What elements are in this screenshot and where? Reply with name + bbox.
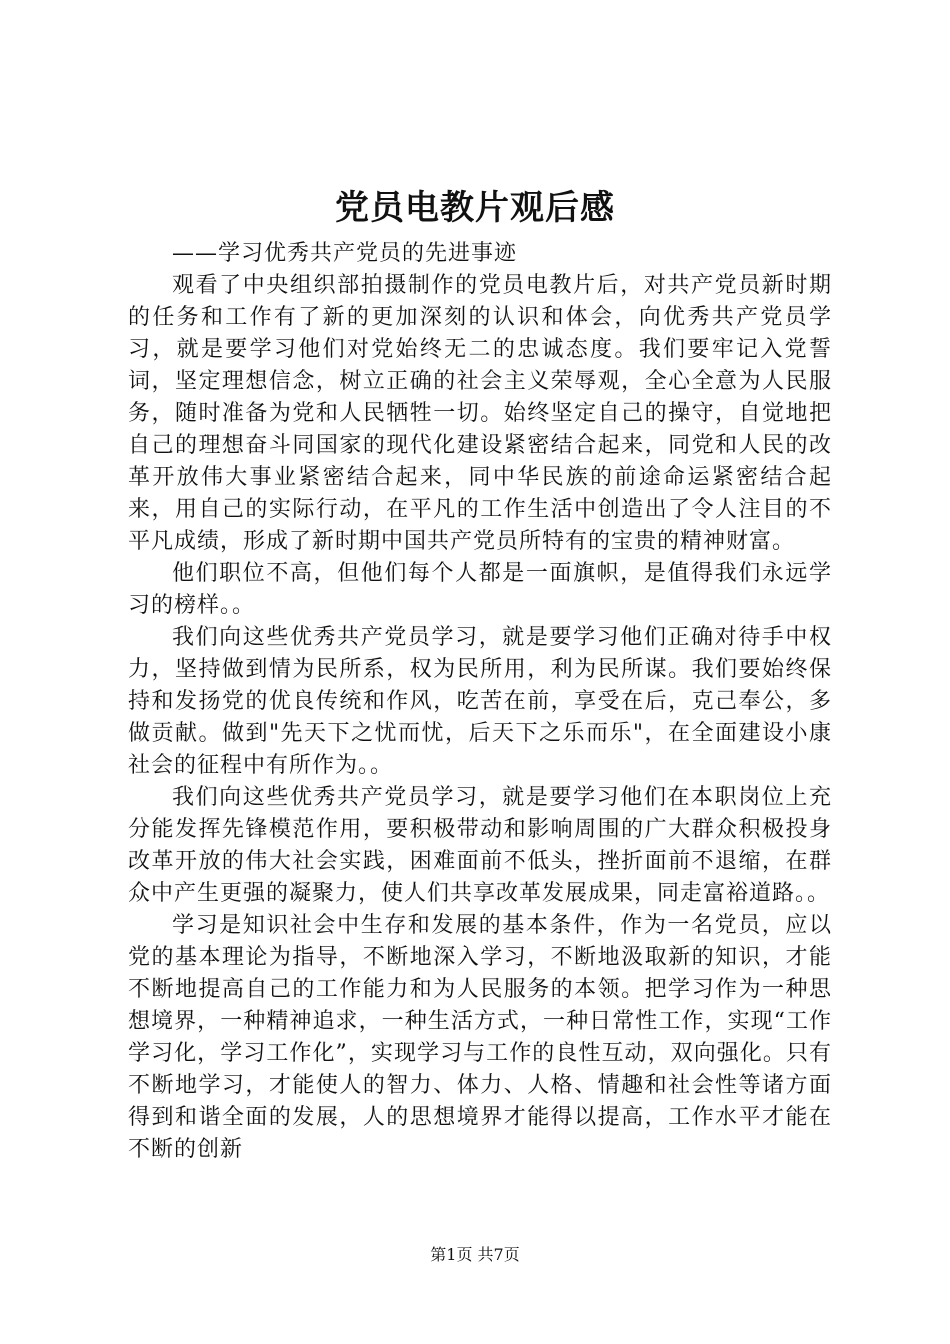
paragraph-1: 观看了中央组织部拍摄制作的党员电教片后，对共产党员新时期的任务和工作有了新的更加深刻的认识和体会，向优秀共产党员学习，就是要学习他们对党始终无二的忠诚态度。我们要牢记入党誓词，坚定理想信念，树立正确的社会主义荣辱观，全心全意为人民服务，随时准备为党和人民牺牲一切。始终坚定自己的操守，自觉地把自己的理想奋斗同国家的现代化建设紧密结合起来，同党和人民的改革开放伟大事业紧密结合起来，同中华民族的前途命运紧密结合起来，用自己的实际行动，在平凡的工作生活中创造出了令人注目的不平凡成绩，形成了新时期中国共产党员所特有的宝贵的精神财富。	[128, 273, 832, 554]
document-body	[128, 238, 832, 1166]
document-title: 党员电教片观后感	[335, 188, 615, 228]
paragraph-3: 我们向这些优秀共产党员学习，就是要学习他们正确对待手中权力，坚持做到情为民所系，权为民所用，利为民所谋。我们要始终保持和发扬党的优良传统和作风，吃苦在前，享受在后，克己奉公，多做贡献。做到"先天下之忧而忧，后天下之乐而乐"，在全面建设小康社会的征程中有所作为。。	[128, 625, 832, 778]
paragraph-5: 学习是知识社会中生存和发展的基本条件，作为一名党员，应以党的基本理论为指导，不断地深入学习，不断地汲取新的知识，才能不断地提高自己的工作能力和为人民服务的本领。把学习作为一种思想境界，一种精神追求，一种生活方式，一种日常性工作，实现“工作学习化，学习工作化”，实现学习与工作的良性互动，双向强化。只有不断地学习，才能使人的智力、体力、人格、情趣和社会性等诸方面得到和谐全面的发展，人的思想境界才能得以提高，工作水平才能在不断的创新	[128, 913, 832, 1162]
paragraph-4: 我们向这些优秀共产党员学习，就是要学习他们在本职岗位上充分能发挥先锋模范作用，要积极带动和影响周围的广大群众积极投身改革开放的伟大社会实践，困难面前不低头，挫折面前不退缩，在群众中产生更强的凝聚力，使人们共享改革发展成果，同走富裕道路。。	[128, 785, 832, 906]
paragraph-2: 他们职位不高，但他们每个人都是一面旗帜，是值得我们永远学习的榜样。。	[128, 561, 832, 618]
document-subtitle: ——学习优秀共产党员的先进事迹	[172, 241, 518, 266]
page-number-footer: 第1页 共7页	[430, 1245, 520, 1264]
